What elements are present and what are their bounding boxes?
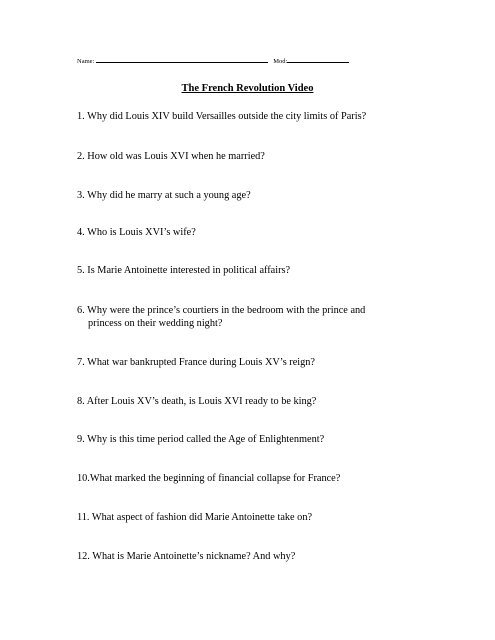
question-text: 1. Why did Louis XIV build Versailles outside the city limits of Paris?	[77, 111, 367, 122]
question-6	[77, 304, 365, 330]
name-label: Name:	[77, 58, 95, 65]
question-5	[77, 264, 290, 277]
question-text: 5. Is Marie Antoinette interested in political affairs?	[77, 265, 291, 276]
worksheet-title: The French Revolution Video	[181, 83, 314, 94]
question-text: 7. What war bankrupted France during Louis XV’s reign?	[77, 357, 316, 368]
question-text: 4. Who is Louis XVI’s wife?	[77, 227, 196, 238]
question-10	[77, 472, 340, 485]
question-9	[77, 433, 324, 446]
question-text: 11. What aspect of fashion did Marie Antoinette take on?	[77, 512, 313, 523]
question-text: 9. Why is this time period called the Age of Enlightenment?	[77, 434, 325, 445]
question-2	[77, 150, 265, 163]
question-3	[77, 189, 251, 202]
question-text: 12. What is Marie Antoinette’s nickname? And why?	[77, 551, 296, 562]
question-text-continued: princess on their wedding night?	[88, 318, 223, 329]
question-text: 10.What marked the beginning of financial collapse for France?	[77, 473, 341, 484]
student-info-line	[77, 56, 349, 66]
question-text: 8. After Louis XV’s death, is Louis XVI ready to be king?	[77, 396, 317, 407]
question-1	[77, 110, 366, 123]
question-text: 2. How old was Louis XVI when he married?	[77, 151, 265, 162]
mod-label: Mod:	[273, 58, 288, 65]
name-blank	[96, 56, 268, 63]
question-7	[77, 356, 315, 369]
question-4	[77, 226, 196, 239]
question-text: 6. Why were the prince’s courtiers in the bedroom with the prince and	[77, 305, 366, 316]
question-text: 3. Why did he marry at such a young age?	[77, 190, 251, 201]
question-8	[77, 395, 316, 408]
mod-blank	[287, 56, 349, 63]
question-11	[77, 511, 312, 524]
question-12	[77, 550, 295, 563]
